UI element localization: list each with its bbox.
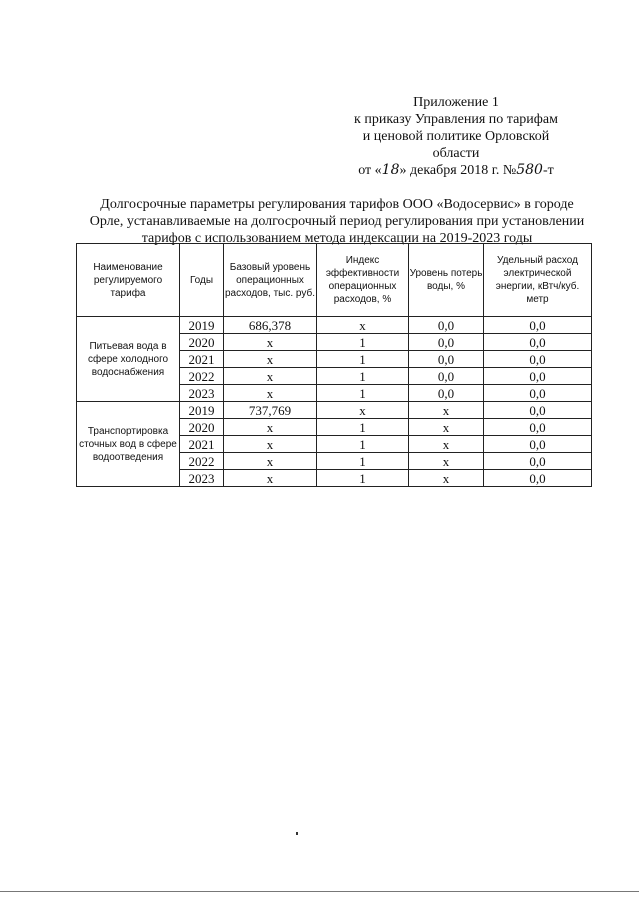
base-opex-cell: х (224, 334, 317, 351)
appendix-block (330, 94, 582, 179)
energy-cell: 0,0 (484, 436, 592, 453)
water-loss-cell: 0,0 (409, 385, 484, 402)
efficiency-index-cell: 1 (317, 351, 409, 368)
base-opex-cell: 737,769 (224, 402, 317, 419)
water-loss-cell: 0,0 (409, 351, 484, 368)
date-prefix: от « (358, 163, 382, 178)
year-cell: 2019 (180, 317, 224, 334)
base-opex-cell: х (224, 351, 317, 368)
header-base-opex: Базовый уровень операционных расходов, тыс. руб. (224, 244, 317, 317)
table-row (77, 402, 592, 419)
efficiency-index-cell: 1 (317, 436, 409, 453)
header-water-loss: Уровень потерь воды, % (409, 244, 484, 317)
title-line-2: Орле, устанавливаемые на долгосрочный период регулирования при установлении (89, 214, 585, 229)
efficiency-index-cell: 1 (317, 368, 409, 385)
efficiency-index-cell: 1 (317, 453, 409, 470)
efficiency-index-cell: х (317, 317, 409, 334)
year-cell: 2021 (180, 436, 224, 453)
header-tariff-name: Наименование регулируемого тарифа (77, 244, 180, 317)
water-loss-cell: х (409, 453, 484, 470)
year-cell: 2023 (180, 385, 224, 402)
efficiency-index-cell: 1 (317, 334, 409, 351)
energy-cell: 0,0 (484, 317, 592, 334)
date-suffix: -т (542, 163, 554, 178)
water-loss-cell: х (409, 419, 484, 436)
energy-cell: 0,0 (484, 470, 592, 487)
year-cell: 2019 (180, 402, 224, 419)
handwritten-order-number: 580 (516, 162, 543, 178)
energy-cell: 0,0 (484, 453, 592, 470)
header-efficiency-index: Индекс эффективности операционных расходов, % (317, 244, 409, 317)
appendix-date-line (330, 162, 582, 179)
title-line-1: Долгосрочные параметры регулирования тарифов ООО «Водосервис» в городе (100, 197, 574, 212)
year-cell: 2023 (180, 470, 224, 487)
water-loss-cell: 0,0 (409, 368, 484, 385)
title-line-3: тарифов с использованием метода индексации на 2019-2023 годы (141, 231, 533, 246)
appendix-title: Приложение 1 (413, 95, 499, 110)
base-opex-cell: х (224, 470, 317, 487)
water-loss-cell: х (409, 436, 484, 453)
water-loss-cell: 0,0 (409, 334, 484, 351)
header-years: Годы (180, 244, 224, 317)
handwritten-day: 18 (381, 162, 400, 178)
tariff-name-cell: Питьевая вода в сфере холодного водоснабжения (77, 317, 180, 402)
scan-bottom-edge (0, 891, 639, 892)
appendix-region: области (432, 146, 480, 161)
energy-cell: 0,0 (484, 419, 592, 436)
appendix-authority: и ценовой политике Орловской (362, 129, 550, 144)
base-opex-cell: х (224, 419, 317, 436)
base-opex-cell: х (224, 453, 317, 470)
year-cell: 2022 (180, 453, 224, 470)
energy-cell: 0,0 (484, 334, 592, 351)
header-row (77, 244, 592, 317)
base-opex-cell: 686,378 (224, 317, 317, 334)
energy-cell: 0,0 (484, 351, 592, 368)
year-cell: 2021 (180, 351, 224, 368)
table-row (77, 317, 592, 334)
energy-cell: 0,0 (484, 402, 592, 419)
date-middle: » декабря 2018 г. № (399, 163, 517, 178)
energy-cell: 0,0 (484, 368, 592, 385)
water-loss-cell: х (409, 402, 484, 419)
efficiency-index-cell: х (317, 402, 409, 419)
scan-speck (296, 832, 298, 835)
base-opex-cell: х (224, 436, 317, 453)
energy-cell: 0,0 (484, 385, 592, 402)
efficiency-index-cell: 1 (317, 470, 409, 487)
appendix-order-ref: к приказу Управления по тарифам (354, 112, 558, 127)
document-title (72, 196, 602, 247)
water-loss-cell: х (409, 470, 484, 487)
efficiency-index-cell: 1 (317, 419, 409, 436)
base-opex-cell: х (224, 385, 317, 402)
year-cell: 2022 (180, 368, 224, 385)
tariff-name-cell: Транспортировка сточных вод в сфере водоотведения (77, 402, 180, 487)
parameters-table (76, 243, 592, 487)
water-loss-cell: 0,0 (409, 317, 484, 334)
efficiency-index-cell: 1 (317, 385, 409, 402)
base-opex-cell: х (224, 368, 317, 385)
year-cell: 2020 (180, 419, 224, 436)
header-energy-consumption: Удельный расход электрической энергии, кВтч/куб. метр (484, 244, 592, 317)
year-cell: 2020 (180, 334, 224, 351)
